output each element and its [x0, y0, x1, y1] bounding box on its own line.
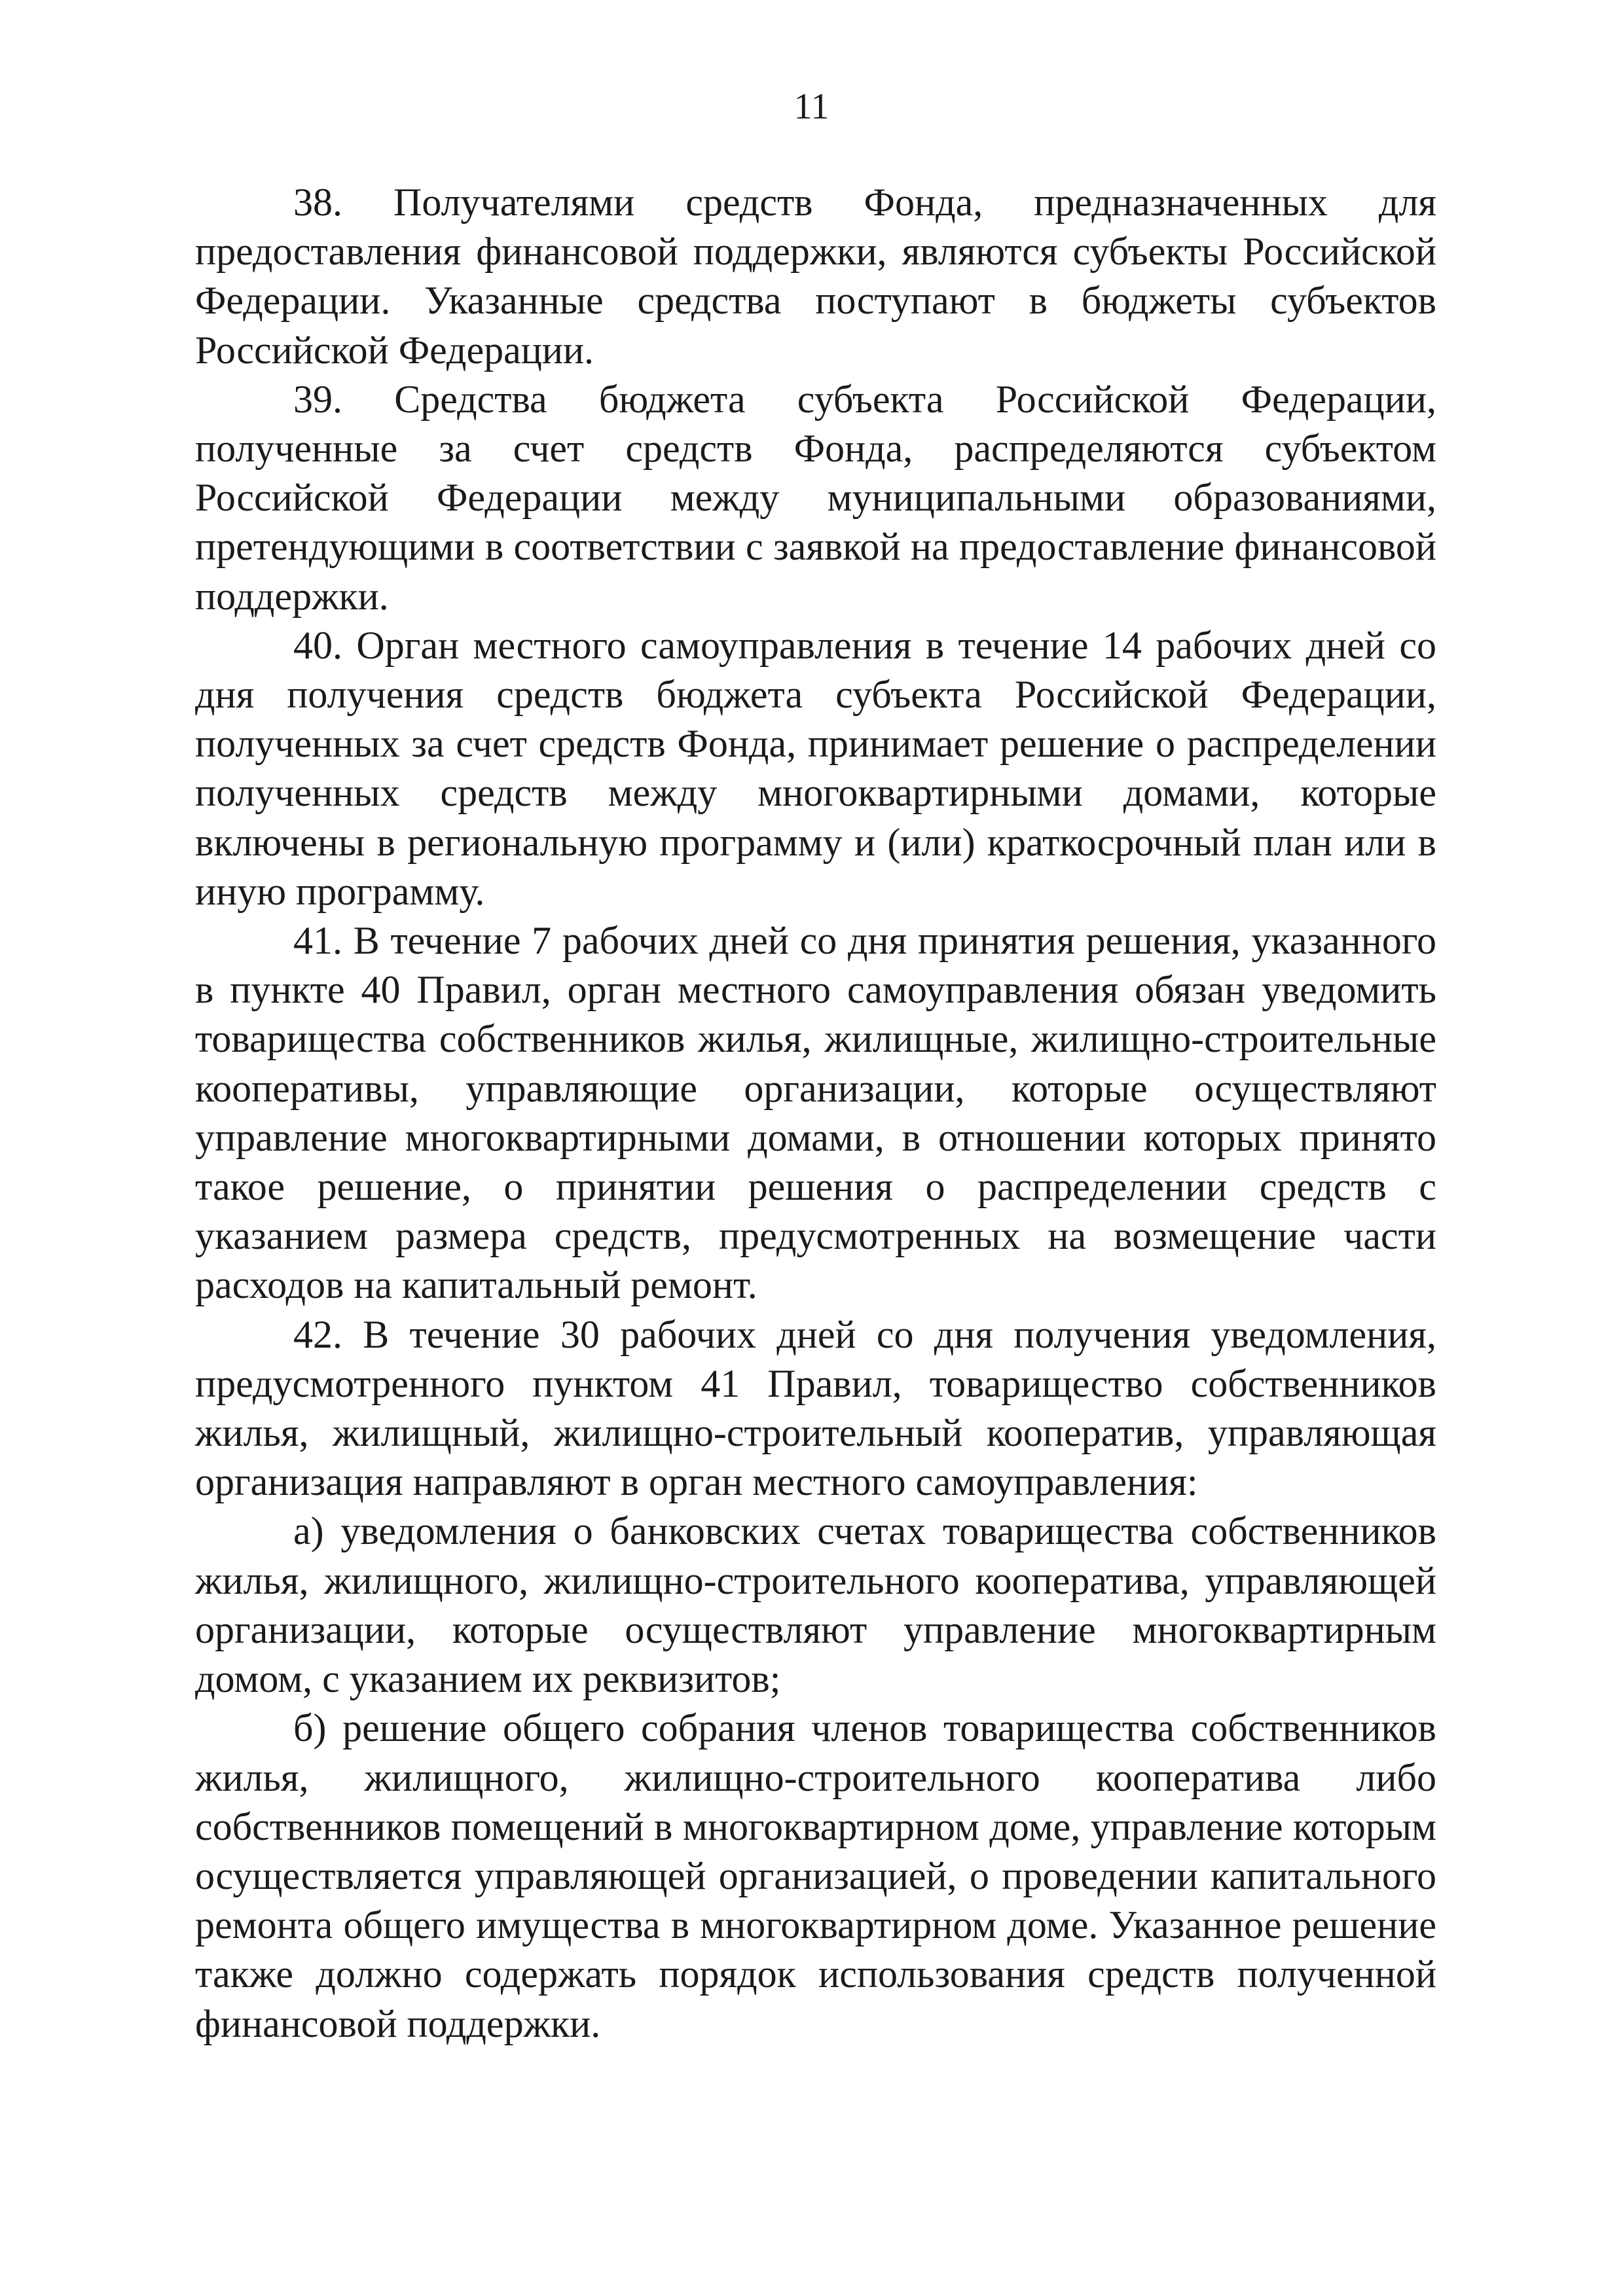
paragraph-38: 38. Получателями средств Фонда, предназначенных для предоставления финансовой поддержки, являются субъекты Российской Федерации. Указанные средства поступают в бюджеты субъектов Российской Федерации. — [195, 181, 1436, 372]
paragraph-41: 41. В течение 7 рабочих дней со дня принятия решения, указанного в пункте 40 Правил, орган местного самоуправления обязан уведомить товарищества собственников жилья, жилищные, жилищно-строительные кооперативы, управляющие организации, которые осуществляют управление многоквартирными домами, в отношении которых принято такое решение, о принятии решения о распределении средств с указанием размера средств, предусмотренных на возмещение части расходов на капитальный ремонт. — [195, 919, 1436, 1307]
paragraph-42: 42. В течение 30 рабочих дней со дня получения уведомления, предусмотренного пунктом 41 Правил, товарищество собственников жилья, жилищный, жилищно-строительный кооператив, управляющая организация направляют в орган местного самоуправления: — [195, 1312, 1436, 1504]
page-number: 11 — [793, 86, 830, 127]
paragraph-40: 40. Орган местного самоуправления в течение 14 рабочих дней со дня получения средств бюджета субъекта Российской Федерации, полученных за счет средств Фонда, принимает решение о распределении полученных средств между многоквартирными домами, которые включены в региональную программу и (или) краткосрочный план или в иную программу. — [195, 623, 1436, 913]
paragraph-42-item-a: а) уведомления о банковских счетах товарищества собственников жилья, жилищного, жилищно-строительного кооператива, управляющей организации, которые осуществляют управление многоквартирным домом, с указанием их реквизитов; — [195, 1509, 1436, 1701]
document-body — [195, 178, 1436, 2049]
paragraph-42-item-b: б) решение общего собрания членов товарищества собственников жилья, жилищного, жилищно-строительного кооператива либо собственников помещений в многоквартирном доме, управление которым осуществляется управляющей организацией, о проведении капитального ремонта общего имущества в многоквартирном доме. Указанное решение также должно содержать порядок использования средств полученной финансовой поддержки. — [195, 1706, 1436, 2045]
paragraph-39: 39. Средства бюджета субъекта Российской Федерации, полученные за счет средств Фонда, распределяются субъектом Российской Федерации между муниципальными образованиями, претендующими в соответствии с заявкой на предоставление финансовой поддержки. — [195, 377, 1436, 618]
